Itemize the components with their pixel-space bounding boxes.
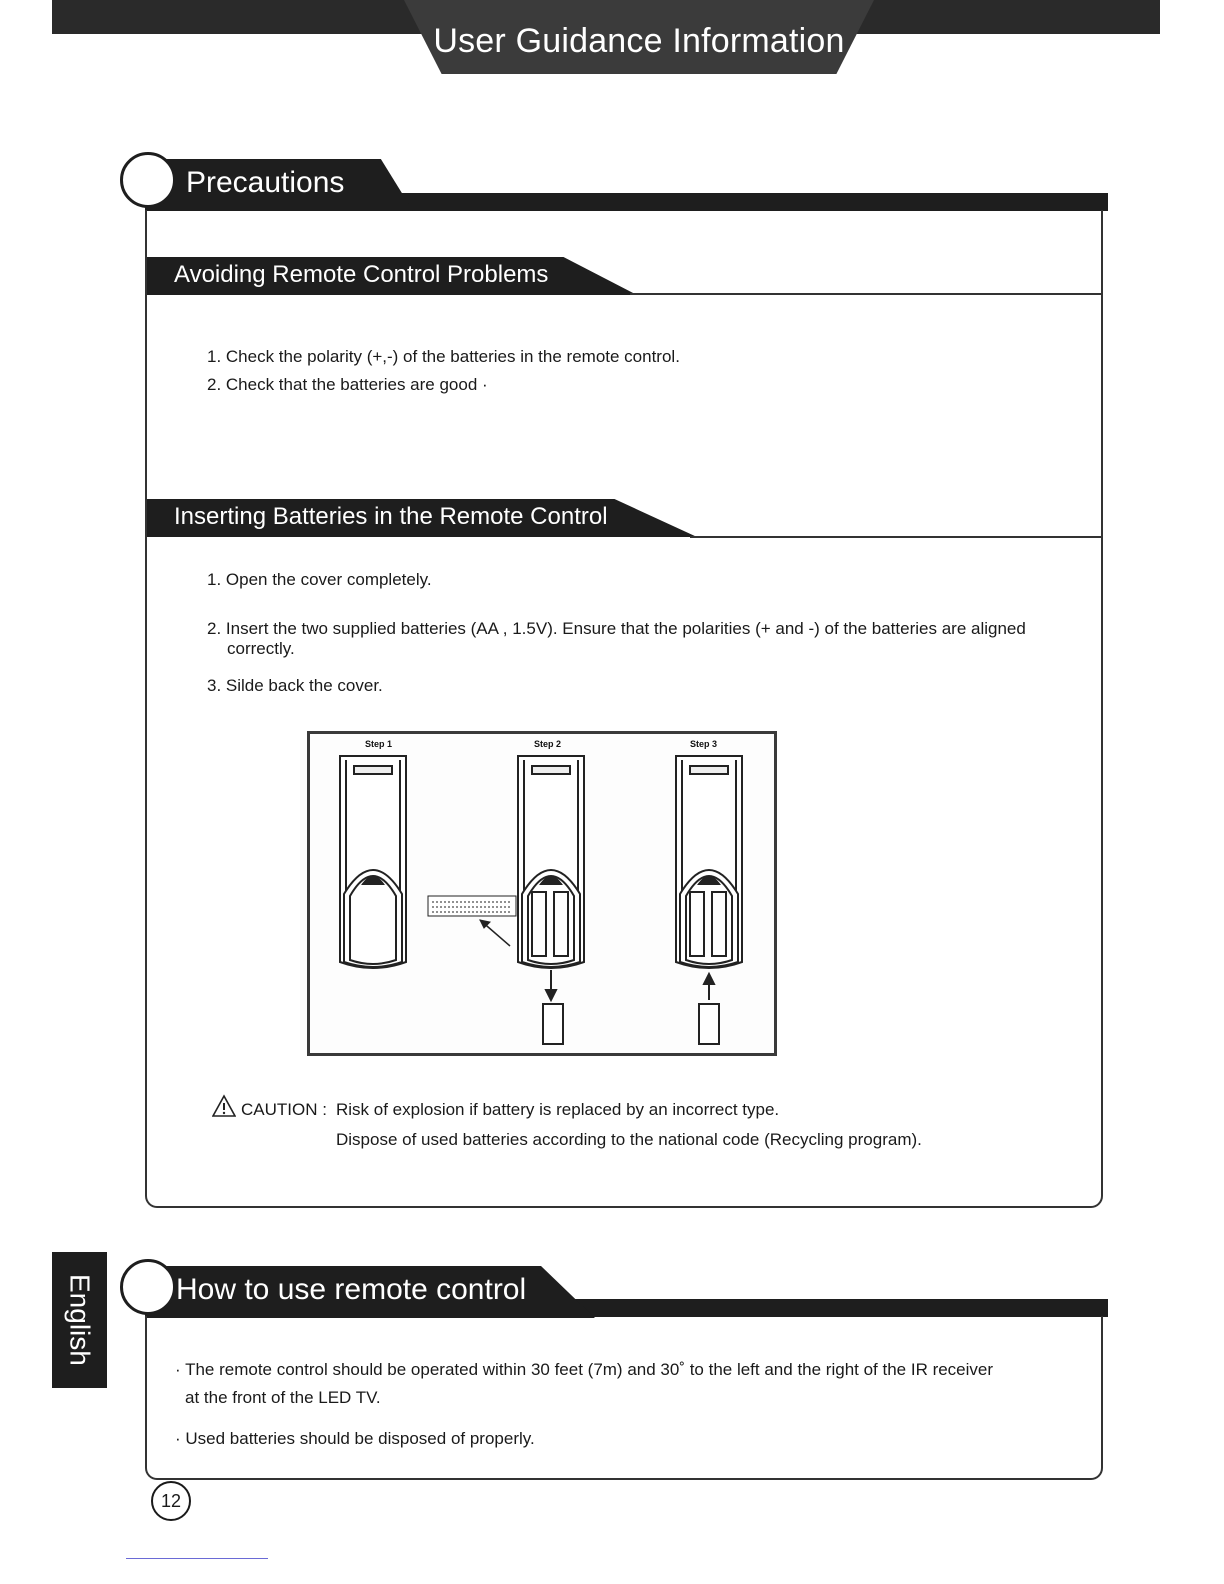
avoid-title: Avoiding Remote Control Problems — [174, 261, 549, 288]
insert-title: Inserting Batteries in the Remote Control — [174, 503, 608, 530]
remote-step-2 — [518, 756, 584, 968]
insert-item-2: 2. Insert the two supplied batteries (AA , 1.5V). Ensure that the polarities (+ and -) of the batteries are aligned — [207, 619, 1026, 638]
battery-in-arrow — [699, 974, 719, 1044]
language-label: English — [64, 1274, 96, 1366]
caution-line-2: Dispose of used batteries according to the national code (Recycling program). — [336, 1130, 922, 1149]
callout-box — [428, 896, 516, 946]
step-3-label: Step 3 — [690, 739, 718, 749]
remote-step-1 — [340, 756, 406, 968]
caution-label: CAUTION : — [241, 1100, 327, 1119]
step-1-label: Step 1 — [365, 739, 393, 749]
insert-rule — [690, 536, 1102, 538]
insert-item-3: 3. Silde back the cover. — [207, 676, 383, 695]
avoid-rule — [630, 293, 1102, 295]
howto-item-2: · Used batteries should be disposed of properly. — [175, 1429, 535, 1448]
precautions-bullet-icon — [120, 152, 176, 208]
insert-item-1: 1. Open the cover completely. — [207, 570, 432, 589]
page-number: 12 — [151, 1481, 191, 1521]
caution-line-1: Risk of explosion if battery is replaced by an incorrect type. — [336, 1100, 780, 1119]
footer-rule — [126, 1558, 268, 1559]
howto-title: How to use remote control — [176, 1273, 527, 1306]
precautions-title: Precautions — [186, 166, 345, 199]
step-2-label: Step 2 — [534, 739, 562, 749]
howto-item-1: · The remote control should be operated within 30 feet (7m) and 30˚ to the left and the right of the IR receiver — [175, 1360, 994, 1379]
page-title: User Guidance Information — [433, 22, 845, 60]
warning-icon — [212, 1094, 236, 1118]
insert-item-2-cont: correctly. — [227, 639, 295, 658]
howto-item-1-cont: at the front of the LED TV. — [185, 1388, 381, 1407]
remote-step-3 — [676, 756, 742, 968]
battery-illustration — [307, 731, 777, 1056]
howto-bullet-icon — [120, 1259, 176, 1315]
avoid-item-1: 1. Check the polarity (+,-) of the batteries in the remote control. — [207, 347, 680, 366]
avoid-item-2: 2. Check that the batteries are good · — [207, 375, 488, 394]
battery-out-arrow — [543, 970, 563, 1044]
